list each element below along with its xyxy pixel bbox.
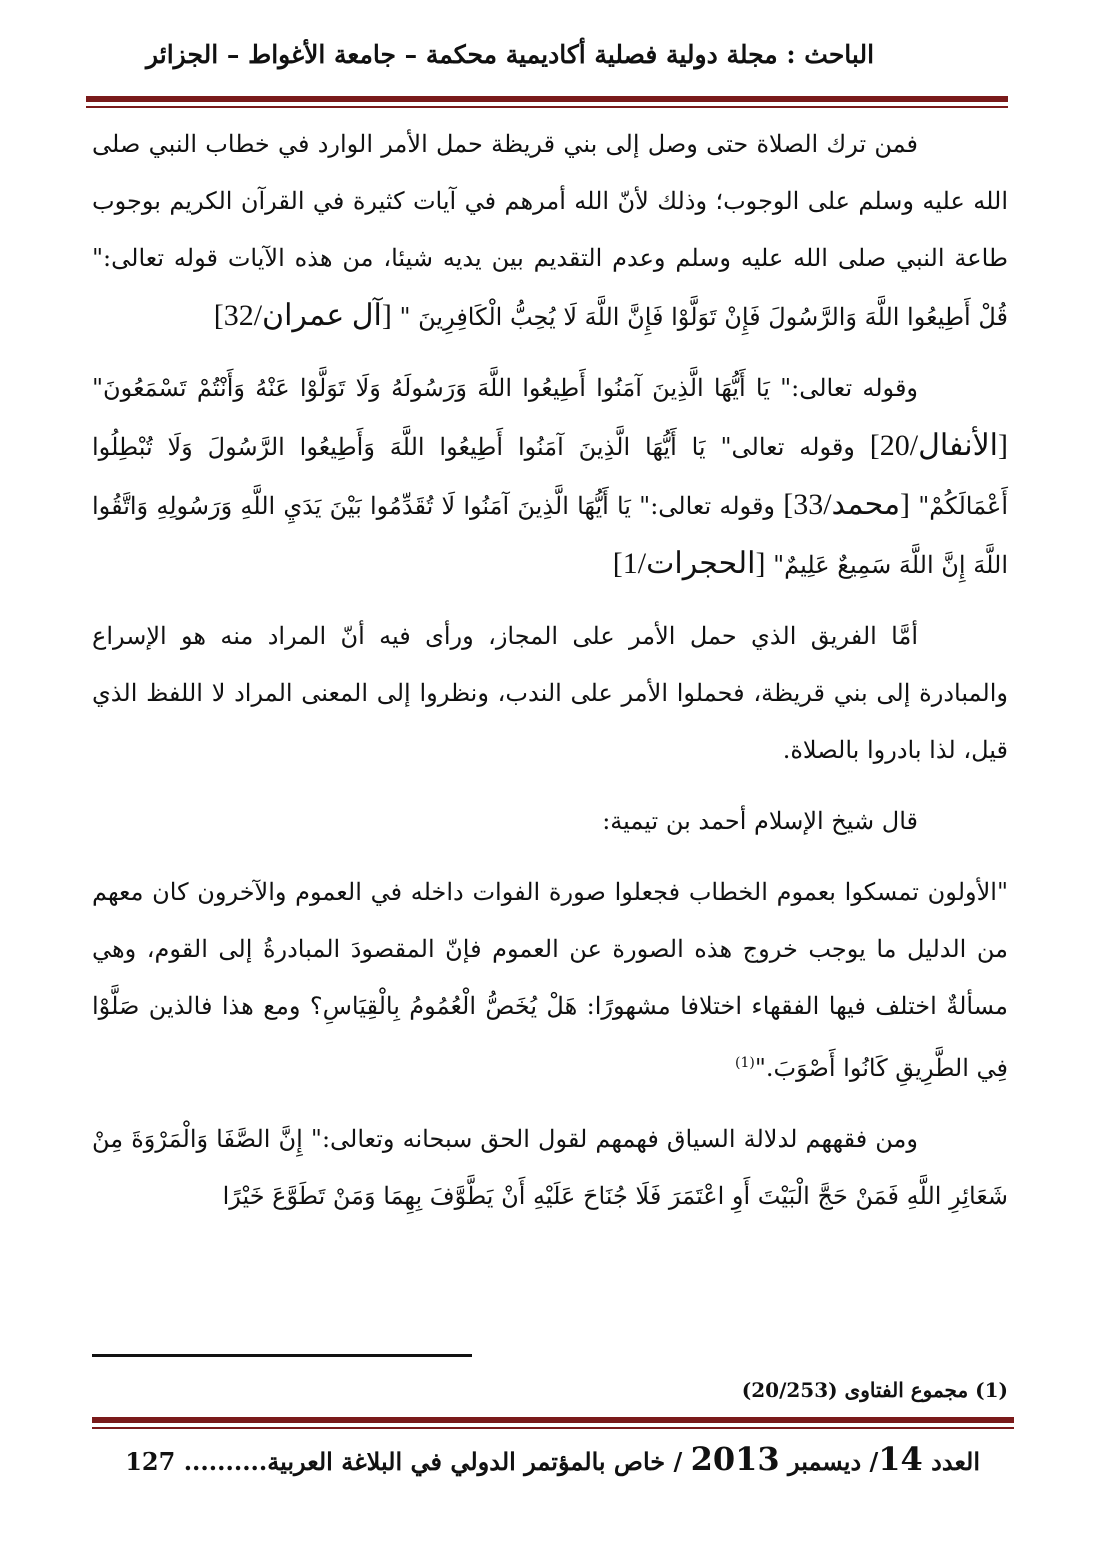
header-rule-thick bbox=[86, 96, 1008, 102]
paragraph-3: أمَّا الفريق الذي حمل الأمر على المجاز، ورأى فيه أنّ المراد منه هو الإسراع والمبادرة إلى بني قريظة، فحملوا الأمر على الندب، ونظروا إلى المعنى المراد لا اللفظ الذي قيل، لذا بادروا بالصلاة. bbox=[92, 622, 1008, 764]
special-issue-text: / خاص بالمؤتمر الدولي في البلاغة العربية.......... bbox=[183, 1447, 683, 1476]
quran-reference: [محمد/33] bbox=[783, 488, 911, 521]
journal-header: الباحث : مجلة دولية فصلية أكاديمية محكمة – جامعة الأغواط – الجزائر bbox=[145, 40, 875, 69]
issue-month: / ديسمبر bbox=[788, 1447, 879, 1476]
paragraph-2-text-b: وقوله تعالى" يَا أَيُّهَا الَّذِينَ آمَنُوا أَطِيعُوا اللَّهَ وَأَطِيعُوا الرَّسُولَ وَلَا تُبْطِلُوا أَعْمَالَكُمْ" bbox=[92, 433, 1008, 520]
article-body bbox=[92, 116, 1008, 1225]
paragraph-2-text-c: وقوله تعالى:" يَا أَيُّهَا الَّذِينَ آمَنُوا لَا تُقَدِّمُوا بَيْنَ يَدَيِ اللَّهِ وَرَسُولِهِ وَاتَّقُوا اللَّهَ إِنَّ اللَّهَ سَمِيعٌ عَلِيمٌ" bbox=[92, 492, 1008, 579]
issue-number: 14 bbox=[878, 1440, 923, 1478]
paragraph-1 bbox=[92, 116, 1008, 346]
page-footer bbox=[100, 1440, 980, 1478]
issue-label: العدد bbox=[931, 1447, 980, 1476]
footnote-separator bbox=[92, 1354, 472, 1357]
paragraph-5 bbox=[92, 864, 1008, 1097]
paragraph-4: قال شيخ الإسلام أحمد بن تيمية: bbox=[602, 807, 918, 835]
header-rule-thin bbox=[86, 106, 1008, 108]
paragraph-2-text-a: وقوله تعالى:" يَا أَيُّهَا الَّذِينَ آمَنُوا أَطِيعُوا اللَّهَ وَرَسُولَهُ وَلَا تَوَلَّوْا عَنْهُ وَأَنْتُمْ تَسْمَعُونَ" bbox=[92, 374, 918, 402]
footnote-1: (1) مجموع الفتاوى (20/253) bbox=[741, 1378, 1008, 1402]
footer-rule-thin bbox=[92, 1427, 1014, 1429]
paragraph-5-text: "الأولون تمسكوا بعموم الخطاب فجعلوا صورة الفوات داخله في العموم والآخرون كان معهم من الدليل ما يوجب خروج هذه الصورة عن العموم فإنّ المقصودَ المبادرةُ إلى القوم، وهي مسألةٌ اختلف فيها الفقهاء اختلافا مشهورًا: هَلْ يُخَصُّ الْعُمُومُ بِالْقِيَاسِ؟ ومع هذا فالذين صَلَّوْا فِي الطَّرِيقِ كَانُوا أَصْوَبَ." bbox=[92, 878, 1009, 1082]
quran-reference: [آل عمران/32] bbox=[213, 299, 392, 332]
page-number: 127 bbox=[125, 1447, 176, 1476]
footnote-marker[interactable]: (1) bbox=[734, 1055, 755, 1071]
quran-reference: [الحجرات/1] bbox=[612, 547, 766, 580]
paragraph-2 bbox=[92, 360, 1008, 594]
paragraph-1-text: فمن ترك الصلاة حتى وصل إلى بني قريظة حمل الأمر الوارد في خطاب النبي صلى الله عليه وسلم على الوجوب؛ وذلك لأنّ الله أمرهم في آيات كثيرة في القرآن الكريم بوجوب طاعة النبي صلى الله عليه وسلم وعدم التقديم بين يديه شيئا، من هذه الآيات قوله تعالى:" قُلْ أَطِيعُوا اللَّهَ وَالرَّسُولَ فَإِنْ تَوَلَّوْا فَإِنَّ اللَّهَ لَا يُحِبُّ الْكَافِرِينَ " bbox=[92, 130, 1008, 331]
issue-year: 2013 bbox=[690, 1440, 780, 1478]
footer-rule-thick bbox=[92, 1417, 1014, 1423]
quran-reference: [الأنفال/20] bbox=[869, 429, 1008, 462]
paragraph-6: ومن فقههم لدلالة السياق فهمهم لقول الحق سبحانه وتعالى:" إِنَّ الصَّفَا وَالْمَرْوَةَ مِنْ شَعَائِرِ اللَّهِ فَمَنْ حَجَّ الْبَيْتَ أَوِ اعْتَمَرَ فَلَا جُنَاحَ عَلَيْهِ أَنْ يَطَّوَّفَ بِهِمَا وَمَنْ تَطَوَّعَ خَيْرًا bbox=[92, 1125, 1008, 1210]
